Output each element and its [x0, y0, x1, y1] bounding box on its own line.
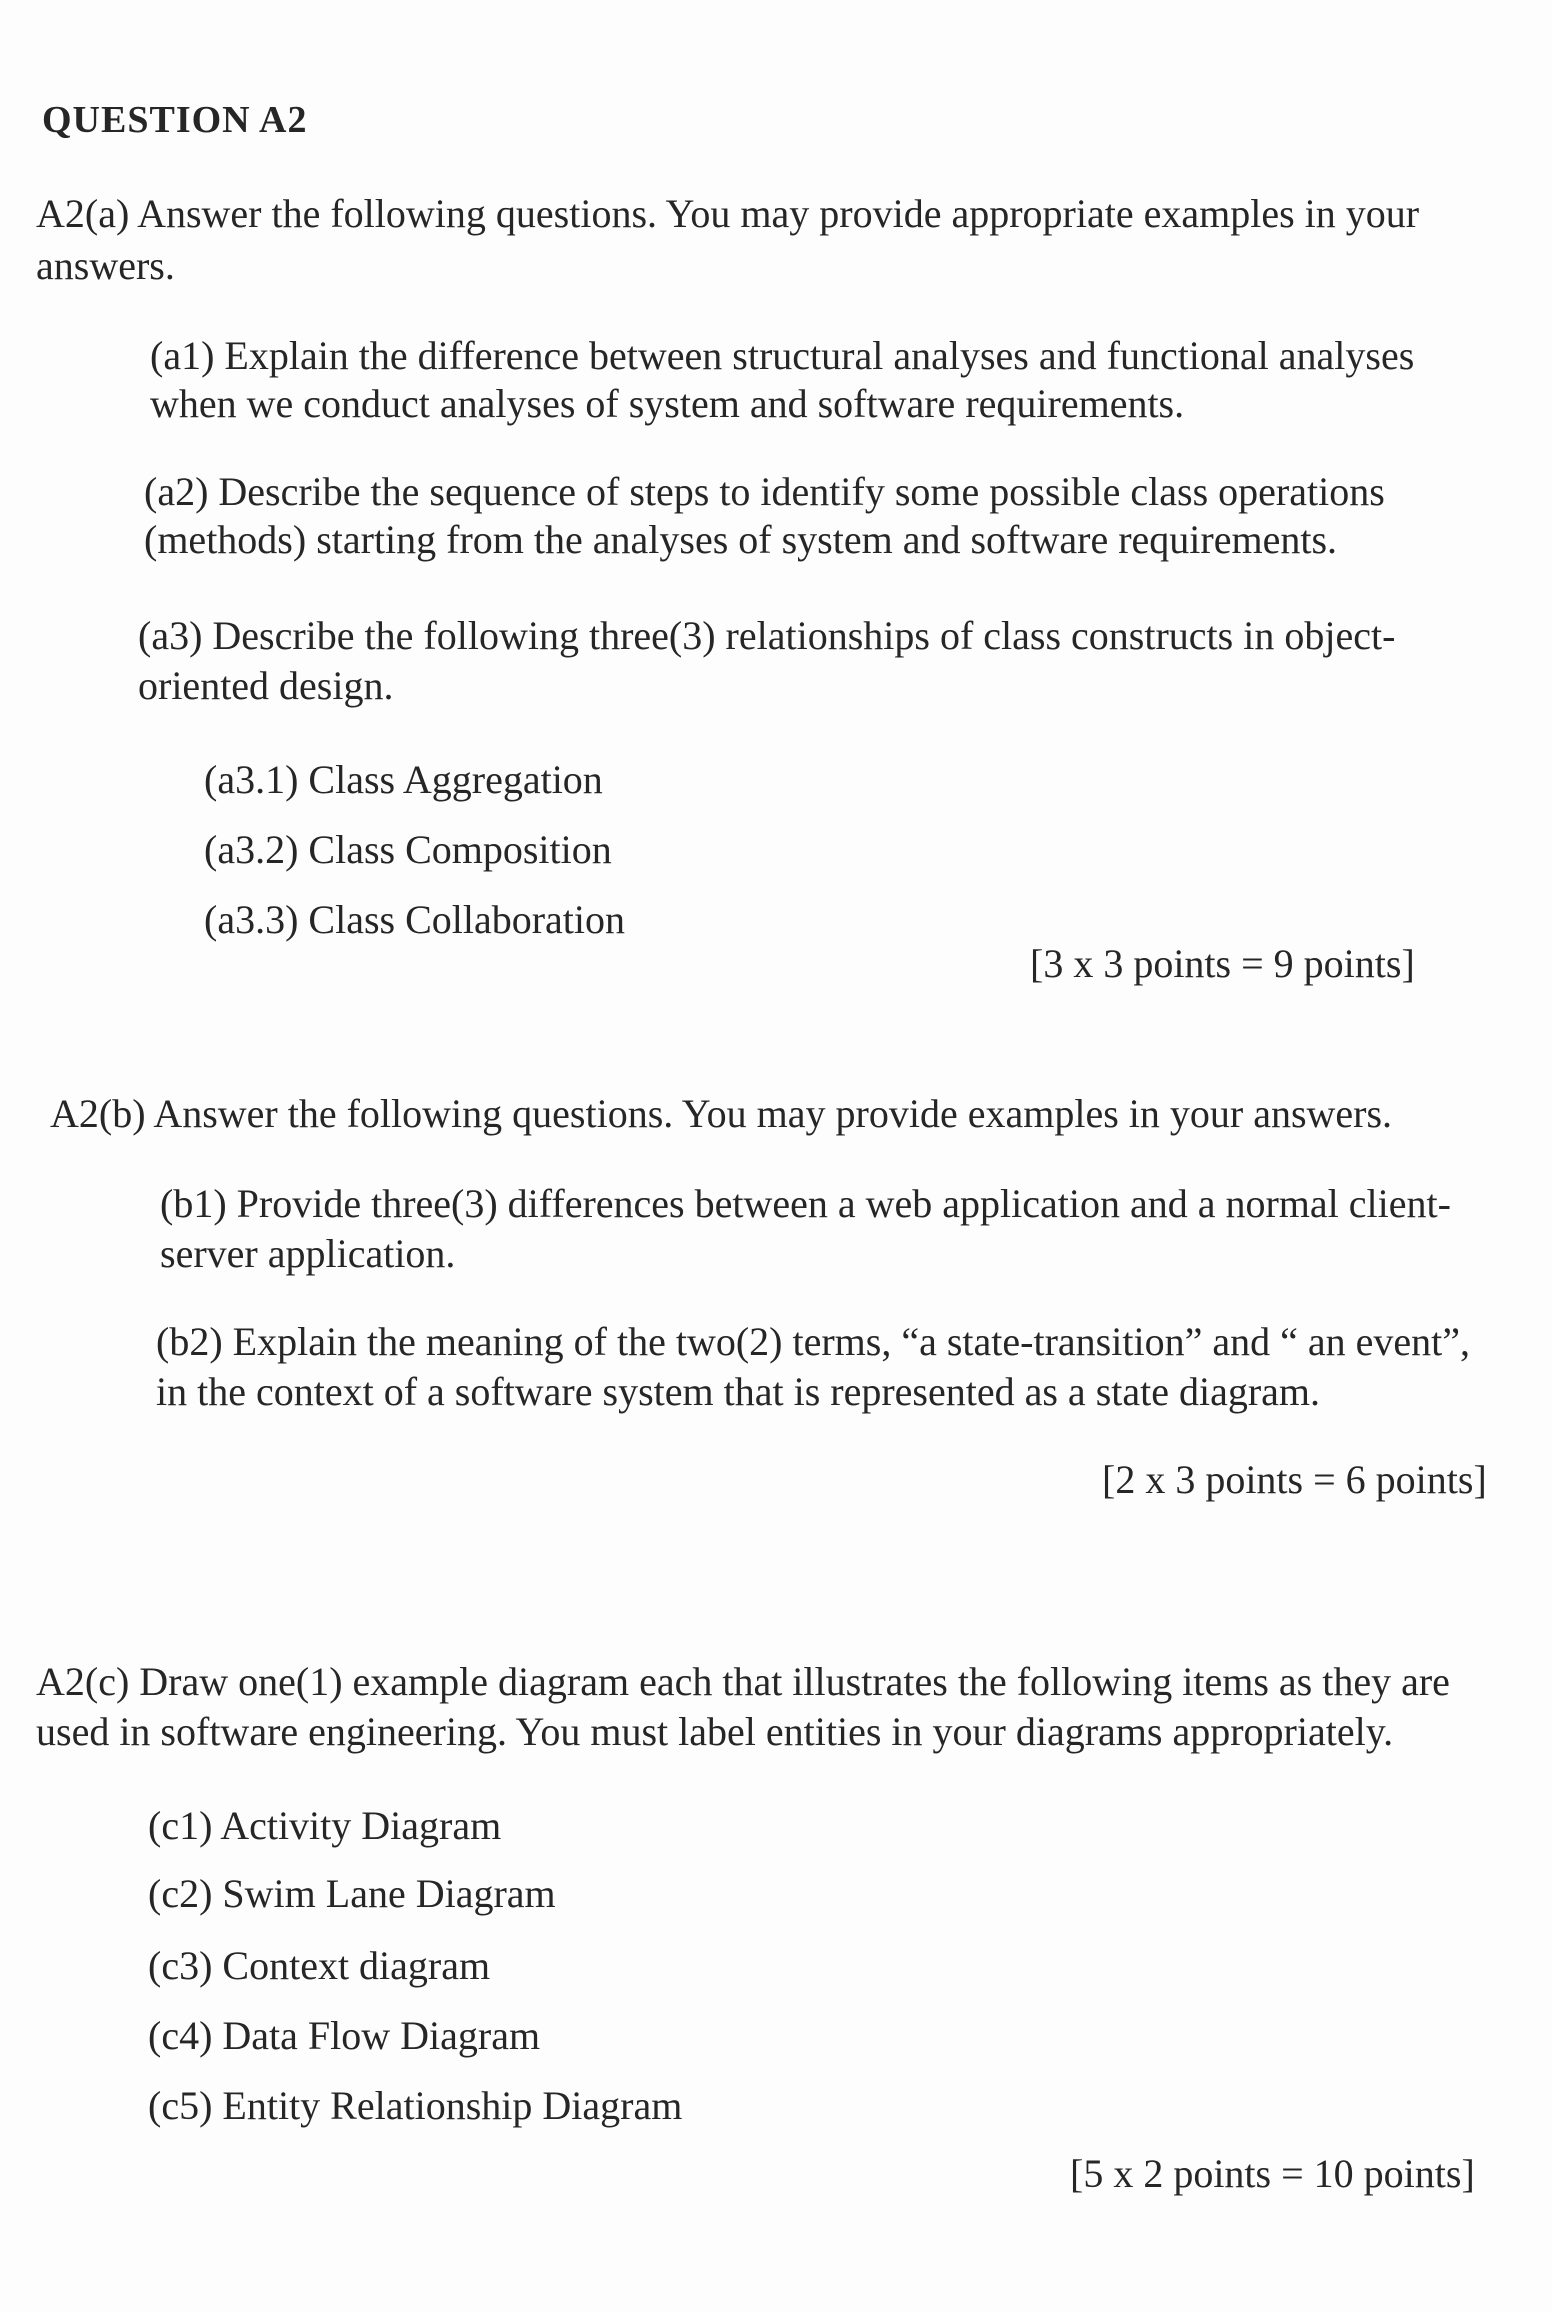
part-b-points: [2 x 3 points = 6 points] — [1102, 1457, 1487, 1502]
question-a3-line1: (a3) Describe the following three(3) relationships of class constructs in object- — [138, 613, 1396, 658]
part-c-intro-line2: used in software engineering. You must label entities in your diagrams appropriately. — [36, 1709, 1394, 1754]
part-a-intro-line1: A2(a) Answer the following questions. You may provide appropriate examples in your — [36, 191, 1420, 236]
part-a-points: [3 x 3 points = 9 points] — [1030, 941, 1415, 986]
question-a3-line2: oriented design. — [138, 663, 394, 708]
question-heading: QUESTION A2 — [42, 99, 308, 141]
question-b1-line1: (b1) Provide three(3) differences between a web application and a normal client- — [160, 1181, 1451, 1226]
question-c-item: (c1) Activity Diagram — [148, 1803, 502, 1848]
question-c-item: (c5) Entity Relationship Diagram — [148, 2083, 683, 2128]
question-a3-item: (a3.3) Class Collaboration — [204, 897, 626, 942]
question-a1-line2: when we conduct analyses of system and software requirements. — [150, 381, 1185, 426]
part-c-intro-line1: A2(c) Draw one(1) example diagram each that illustrates the following items as they are — [36, 1659, 1450, 1704]
question-a2-line2: (methods) starting from the analyses of system and software requirements. — [144, 517, 1338, 562]
question-b1-line2: server application. — [160, 1231, 456, 1276]
question-a1-line1: (a1) Explain the difference between structural analyses and functional analyses — [150, 333, 1415, 378]
question-b2-line1: (b2) Explain the meaning of the two(2) terms, “a state-transition” and “ an event”, — [156, 1319, 1470, 1364]
question-a3-item: (a3.2) Class Composition — [204, 827, 612, 872]
question-c-item: (c3) Context diagram — [148, 1943, 491, 1988]
question-c-item: (c2) Swim Lane Diagram — [148, 1871, 556, 1916]
part-a-intro-line2: answers. — [36, 243, 175, 288]
part-b-intro: A2(b) Answer the following questions. You may provide examples in your answers. — [50, 1091, 1393, 1136]
question-a3-item: (a3.1) Class Aggregation — [204, 757, 603, 802]
question-b2-line2: in the context of a software system that is represented as a state diagram. — [156, 1369, 1321, 1414]
question-a2-line1: (a2) Describe the sequence of steps to identify some possible class operations — [144, 469, 1385, 514]
question-c-item: (c4) Data Flow Diagram — [148, 2013, 541, 2058]
part-c-points: [5 x 2 points = 10 points] — [1070, 2151, 1475, 2196]
